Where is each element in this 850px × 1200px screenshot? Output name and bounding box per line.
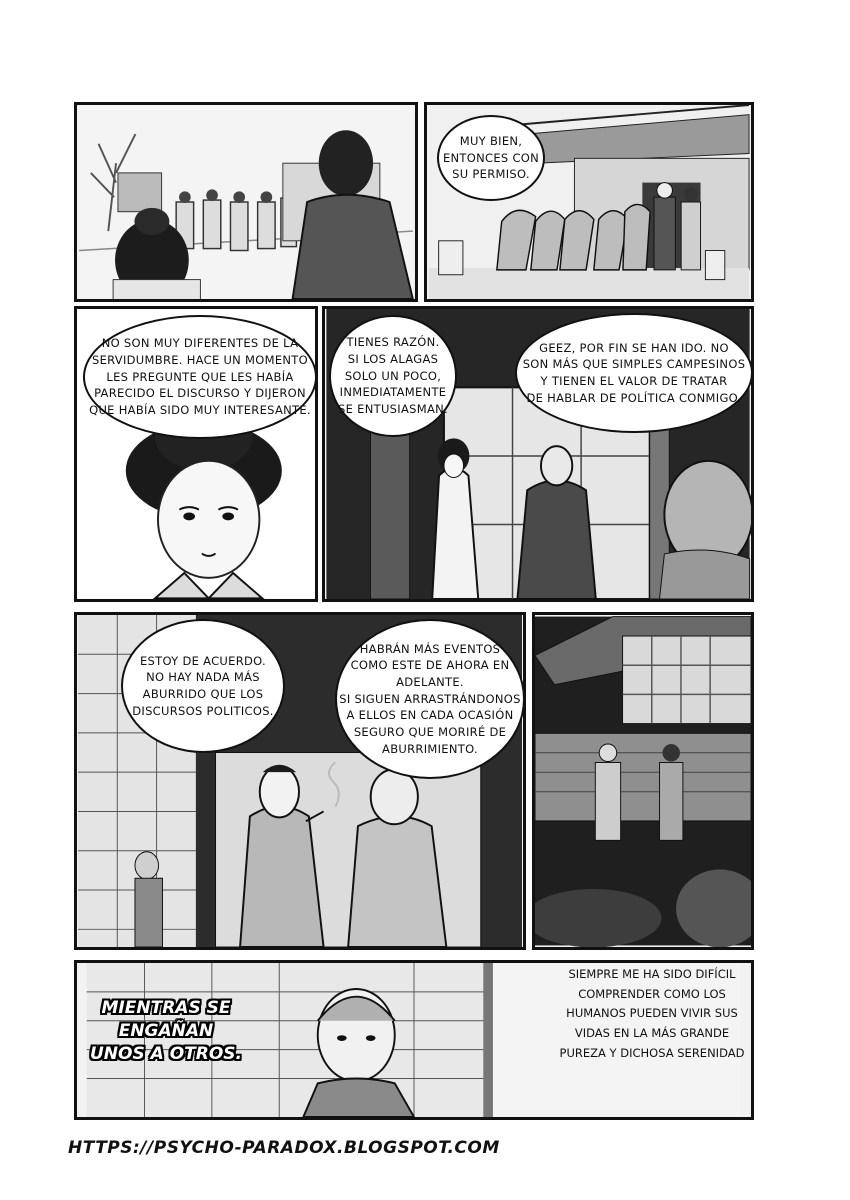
- bubble-text: HABRÁN MÁS EVENTOS COMO ESTE DE AHORA EN ADELANTE. SI SIGUEN ARRASTRÁNDONOS A ELLOS EN CADA OCASIÓN SEGURO QUE MORIRÉ DE ABURRIMIENTO.: [339, 641, 521, 756]
- panel-6: [532, 612, 754, 950]
- bubble-text: MUY BIEN, ENTONCES CON SU PERMISO.: [442, 133, 540, 182]
- panel-2: [424, 102, 754, 302]
- narration-text: SIEMPRE ME HA SIDO DIFÍCIL COMPRENDER COMO LOS HUMANOS PUEDEN VIVIR SUS VIDAS EN LA MÁS GRANDE PUREZA Y DICHOSA SERENIDAD: [559, 967, 745, 1060]
- panel-5: [74, 612, 526, 950]
- panel-7: [74, 960, 754, 1120]
- speech-bubble-right: [515, 313, 753, 433]
- panel-4: [322, 306, 754, 602]
- footer-url: HTTPS://PSYCHO-PARADOX.BLOGSPOT.COM: [68, 1138, 500, 1158]
- panel-1: [74, 102, 418, 302]
- bubble-text: ESTOY DE ACUERDO. NO HAY NADA MÁS ABURRIDO QUE LOS DISCURSOS POLITICOS.: [132, 653, 274, 718]
- bubble-text: TIENES RAZÓN. SI LOS ALAGAS SOLO UN POCO, INMEDIATAMENTE SE ENTUSIASMAN.: [338, 335, 448, 416]
- narration-box: [551, 963, 753, 1063]
- panel-6-art: [535, 615, 751, 947]
- panel-3: [74, 306, 318, 602]
- speech-bubble: [83, 315, 317, 439]
- speech-bubble-left: [121, 619, 285, 753]
- bubble-text: NO SON MUY DIFERENTES DE LA SERVIDUMBRE. HACE UN MOMENTO LES PREGUNTE QUE LES HABÍA PARECIDO EL DISCURSO Y DIJERON QUE HABÍA SIDO MUY INTERESANTE.: [89, 336, 311, 417]
- caption-bold: MIENTRAS SE ENGAÑAN UNOS A OTROS.: [89, 998, 242, 1064]
- speech-bubble: [437, 115, 545, 201]
- speech-bubble-left: [329, 315, 457, 437]
- speech-bubble-right: [335, 619, 525, 779]
- bubble-text: GEEZ, POR FIN SE HAN IDO. NO SON MÁS QUE SIMPLES CAMPESINOS Y TIENEN EL VALOR DE TRATAR DE HABLAR DE POLÍTICA CONMIGO.: [522, 340, 746, 405]
- panel-1-art: [77, 105, 415, 299]
